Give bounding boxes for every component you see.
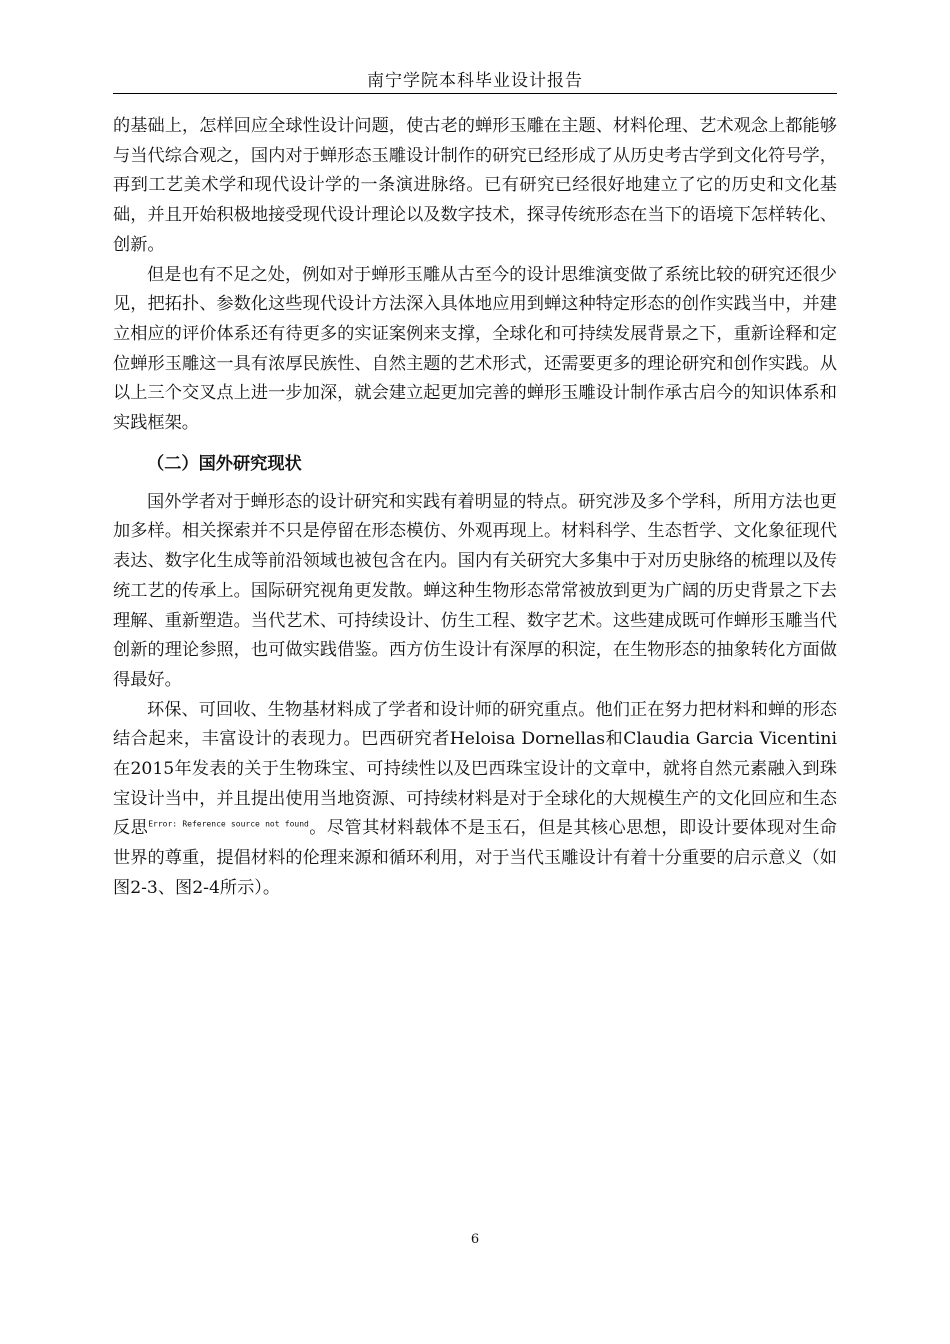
paragraph-shortcomings: 但是也有不足之处，例如对于蝉形玉雕从古至今的设计思维演变做了系统比较的研究还很少见，把拓扑、参数化这些现代设计方法深入具体地应用到蝉这种特定形态的创作实践当中，并建立相应的评价体系还有待更多的实证案例来支撑，全球化和可持续发展背景之下，重新诠释和定位蝉形玉雕这一具有浓厚民族性、自然主题的艺术形式，还需要更多的理论研究和创作实践。从以上三个交叉点上进一步加深，就会建立起更加完善的蝉形玉雕设计制作承古启今的知识体系和实践框架。 <box>113 264 837 434</box>
paragraph-continuation: 的基础上，怎样回应全球性设计问题，使古老的蝉形玉雕在主题、材料伦理、艺术观念上都能够与当代综合观之，国内对于蝉形态玉雕设计制作的研究已经形成了从历史考古学到文化符号学，再到工艺美术学和现代设计学的一条演进脉络。已有研究已经很好地建立了它的历史和文化基础，并且开始积极地接受现代设计理论以及数字技术，探寻传统形态在当下的语境下怎样转化、创新。 <box>113 116 837 255</box>
reference-error-marker: Error: Reference source not found <box>148 819 309 829</box>
paragraph-materials <box>113 696 837 904</box>
paragraph-materials-text-b: 。尽管其材料载体不是玉石，但是其核心思想，即设计要体现对生命世界的尊重，提倡材料的伦理来源和循环利用，对于当代玉雕设计有着十分重要的启示意义（如图2-3、图2-4所示）。 <box>113 818 837 898</box>
paragraph-materials-text-a: 环保、可回收、生物基材料成了学者和设计师的研究重点。他们正在努力把材料和蝉的形态结合起来，丰富设计的表现力。巴西研究者Heloisa Dornellas和Claudia Garcia Vicentini在2015年发表的关于生物珠宝、可持续性以及巴西珠宝设计的文章中，就将自然元素融入到珠宝设计当中，并且提出使用当地资源、可持续材料是对于全球化的大规模生产的文化回应和生态反思 <box>113 699 837 839</box>
header-divider <box>113 93 837 94</box>
page-number: 6 <box>470 1232 480 1247</box>
paragraph-foreign-research: 国外学者对于蝉形态的设计研究和实践有着明显的特点。研究涉及多个学科，所用方法也更加多样。相关探索并不只是停留在形态模仿、外观再现上。材料科学、生态哲学、文化象征现代表达、数字化生成等前沿领域也被包含在内。国内有关研究大多集中于对历史脉络的梳理以及传统工艺的传承上。国际研究视角更发散。蝉这种生物形态常常被放到更为广阔的历史背景之下去理解、重新塑造。当代艺术、可持续设计、仿生工程、数字艺术。这些建成既可作蝉形玉雕当代创新的理论参照，也可做实践借鉴。西方仿生设计有深厚的积淀，在生物形态的抽象转化方面做得最好。 <box>113 491 837 690</box>
section-heading-foreign-research: （二）国外研究现状 <box>147 453 302 474</box>
document-body <box>113 112 837 904</box>
section-spacer <box>113 439 837 450</box>
page-header-title: 南宁学院本科毕业设计报告 <box>367 71 583 91</box>
